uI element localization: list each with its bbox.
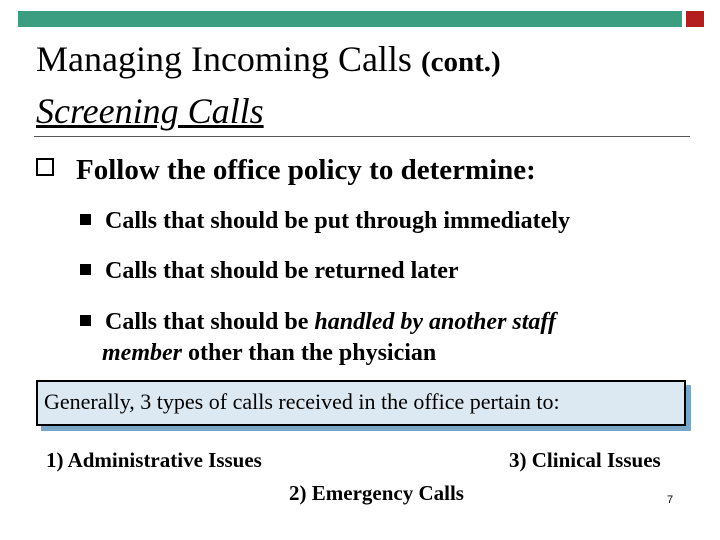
sub-bullet-2-text: Calls that should be returned later [105,258,459,284]
callout-text: Generally, 3 types of calls received in the office pertain to: [44,389,560,414]
slide-title [36,40,501,80]
page-number: 7 [667,494,674,506]
sub-bullet-1-text: Calls that should be put through immediately [105,208,570,234]
call-type-emergency: 2) Emergency Calls [289,481,464,505]
call-type-clinical: 3) Clinical Issues [509,448,661,472]
slide-subtitle: Screening Calls [36,91,264,131]
sub-bullet-3-prefix: Calls that should be [105,309,315,335]
main-bullet [36,154,536,187]
call-type-administrative: 1) Administrative Issues [46,448,262,472]
sub-bullet-3 [80,309,556,336]
sub-bullet-3-continued [102,340,436,367]
callout-box [36,380,686,426]
square-bullet-icon [80,315,91,326]
sub-bullet-3-italic: handled by another staff [314,309,556,335]
sub-bullet-1 [80,208,570,235]
square-bullet-icon [80,264,91,275]
sub-bullet-2 [80,258,459,285]
sub-bullet-3-suffix: other than the physician [181,340,437,366]
header-accent-square [686,11,704,27]
sub-bullet-3-italic-2: member [102,340,182,366]
title-main: Managing Incoming Calls [36,39,412,79]
hollow-square-bullet-icon [36,158,54,176]
main-bullet-text: Follow the office policy to determine: [76,154,536,186]
title-cont: (cont.) [420,46,501,78]
square-bullet-icon [80,214,91,225]
header-accent-bar [18,11,682,27]
title-divider [34,136,690,137]
